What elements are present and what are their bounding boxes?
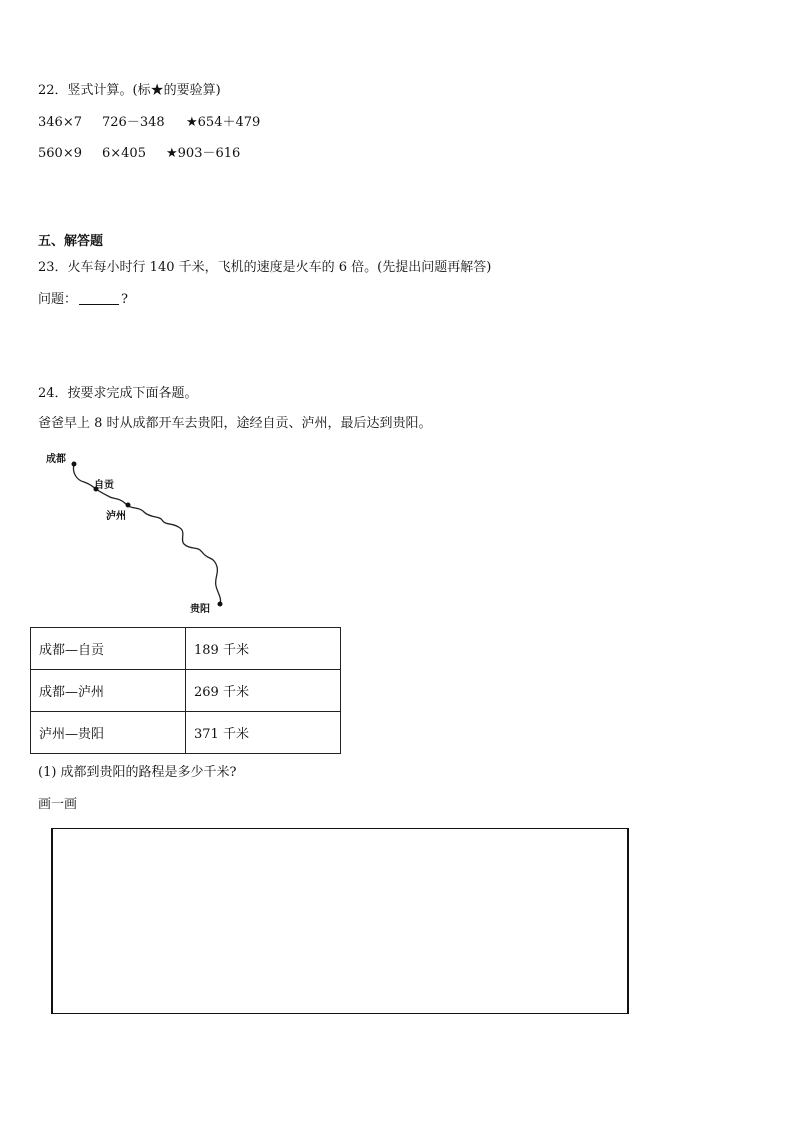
q24-text: 爸爸早上 8 时从成都开车去贵阳，途经自贡、泸州，最后达到贵阳。 — [38, 416, 432, 431]
guiyang-dot — [218, 602, 223, 607]
luzhou-dot — [126, 503, 131, 508]
calc-item: 346×7 — [38, 115, 82, 130]
calc-item: ★654＋479 — [186, 115, 261, 130]
draw-label: 画一画 — [38, 797, 78, 812]
q24-sub1: (1) 成都到贵阳的路程是多少千米? — [38, 765, 237, 780]
question-mark: ? — [121, 292, 128, 307]
table-row — [31, 628, 341, 670]
table-cell: 269 千米 — [186, 670, 341, 712]
route-map — [30, 448, 240, 620]
label-luzhou: 泸州 — [106, 511, 126, 522]
table-row — [31, 712, 341, 754]
table-cell: 371 千米 — [186, 712, 341, 754]
table-row — [31, 670, 341, 712]
drawing-area[interactable] — [51, 828, 629, 1014]
q24-title: 24．按要求完成下面各题。 — [38, 386, 198, 401]
calc-item: 726－348 — [102, 115, 165, 130]
q22-title: 22．竖式计算。(标★的要验算) — [38, 83, 221, 98]
table-cell: 成都—自贡 — [31, 628, 186, 670]
section-title: 五、解答题 — [38, 234, 104, 249]
label-chengdu: 成都 — [46, 454, 66, 465]
table-cell: 泸州—贵阳 — [31, 712, 186, 754]
q23-question — [38, 291, 128, 309]
calc-item: 560×9 — [38, 146, 82, 161]
answer-blank[interactable] — [79, 291, 119, 305]
label-zigong: 自贡 — [94, 480, 114, 491]
q22-row2 — [38, 145, 240, 163]
question-label: 问题： — [38, 292, 78, 307]
distance-table — [30, 627, 341, 754]
q23-text: 23．火车每小时行 140 千米，飞机的速度是火车的 6 倍。(先提出问题再解答) — [38, 260, 492, 275]
label-guiyang: 贵阳 — [190, 604, 210, 615]
q22-row1 — [38, 114, 260, 132]
table-cell: 189 千米 — [186, 628, 341, 670]
calc-item: ★903－616 — [166, 146, 241, 161]
table-cell: 成都—泸州 — [31, 670, 186, 712]
chengdu-dot — [72, 462, 77, 467]
calc-item: 6×405 — [102, 146, 146, 161]
